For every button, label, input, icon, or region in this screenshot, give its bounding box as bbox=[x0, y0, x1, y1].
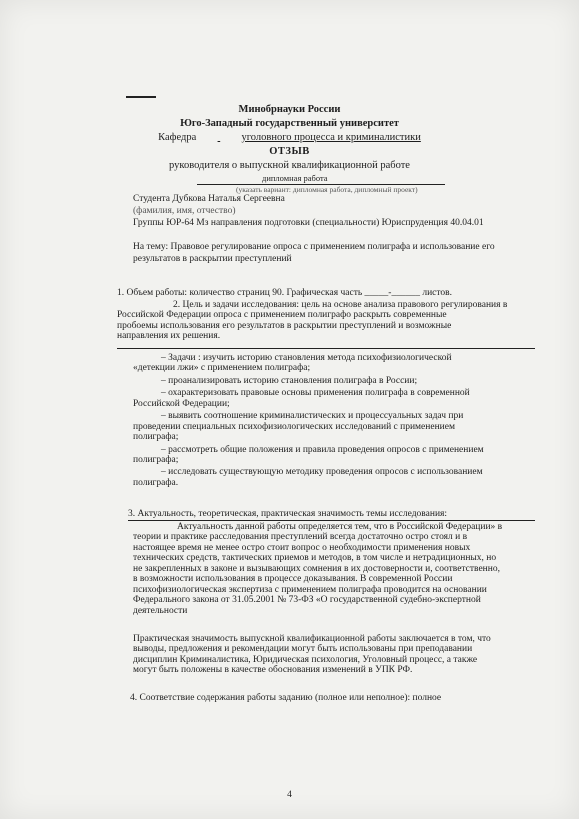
task-line: – Задачи : изучить историю становления метода психофизиологической bbox=[161, 353, 452, 363]
section-3-title: 3. Актуальность, теоретическая, практическая значимость темы исследования: bbox=[128, 509, 448, 519]
relevance-line: Федерального закона от 31.05.2001 № 73-ФЗ «О государственной судебно-экспертной bbox=[133, 595, 481, 606]
goal-line: пробоемы использования его результатов в раскрытии преступлений и возможные bbox=[117, 320, 452, 331]
document-title: ОТЗЫВ bbox=[269, 146, 310, 157]
ministry-heading: Минобрнауки России bbox=[238, 104, 341, 115]
goal-line: Российской Федерации опроса с применением полиграфо раскрыть современные bbox=[117, 310, 447, 321]
goal-line: 2. Цель и задачи исследования: цель на основе анализа правового регулирования в bbox=[173, 300, 508, 310]
department-blank bbox=[199, 132, 239, 144]
relevance-line: Актуальность данной работы определяется тем, что в Российской Федерации» в bbox=[177, 522, 503, 532]
section-1-volume: 1. Объем работы: количество страниц 90. Графическая часть _____-______ листов. bbox=[117, 288, 453, 298]
task-line: – охарактеризовать правовые основы применения полиграфа в современной bbox=[161, 388, 470, 399]
task-line: – рассмотреть общие положения и правила проведения опросов с применением bbox=[161, 444, 484, 455]
topic-line-2: результатов в раскрытии преступлений bbox=[133, 254, 292, 264]
department-name: уголовного процесса и криминалистики bbox=[241, 132, 421, 143]
department-line bbox=[0, 132, 579, 144]
section-3-relevance bbox=[133, 522, 533, 616]
section-4-correspondence: 4. Соответствие содержания работы заданию (полное или неполное): полное bbox=[130, 693, 442, 703]
document-subtitle: руководителя о выпускной квалификационной работе bbox=[169, 160, 410, 171]
task-line: полиграфа; bbox=[133, 454, 179, 465]
goal-line: направления их решения. bbox=[117, 331, 221, 342]
practical-line: Практическая значимость выпускной квалификационной работы заключается в том, что bbox=[133, 634, 491, 644]
task-line: проведении специальных психофизиологических исследований с применением bbox=[133, 421, 455, 432]
relevance-line: в возможности использования в процессе доказывания. В современной России bbox=[133, 574, 453, 585]
relevance-line: не закрепленных в законе и вызывающих сомнения в их достоверности и, соответственно, bbox=[133, 563, 500, 574]
task-line: – исследовать существующую методику проведения опросов с использованием bbox=[161, 467, 483, 478]
task-line: полиграфа. bbox=[133, 477, 179, 488]
task-line: – выявить соотношение криминалистических и процессуальных задач при bbox=[161, 411, 464, 422]
student-hint: (фамилия, имя, отчество) bbox=[133, 206, 236, 216]
task-line: – проанализировать историю становления полиграфа в России; bbox=[161, 375, 418, 386]
student-line: Студента Дубкова Наталья Сергеевна bbox=[133, 194, 285, 204]
relevance-line: теории и практике расследования преступлений всегда достаточно остро стоял и в bbox=[133, 532, 468, 543]
section-3-underline bbox=[128, 520, 535, 521]
task-line: полиграфа; bbox=[133, 432, 179, 443]
relevance-line: деятельности bbox=[133, 605, 188, 616]
group-line: Группы ЮР-64 Мз направления подготовки (специальности) Юриспруденция 40.04.01 bbox=[133, 218, 484, 228]
work-type-value: дипломная работа bbox=[262, 173, 328, 183]
department-prefix: Кафедра bbox=[158, 132, 197, 143]
margin-mark bbox=[126, 96, 156, 98]
practical-significance bbox=[133, 634, 533, 676]
relevance-line: настоящее время не менее остро стоит вопрос о необходимости применения новых bbox=[133, 542, 471, 553]
practical-line: дисциплин Криминалистика, Юридическая психология, Уголовный процесс, а также bbox=[133, 654, 478, 665]
relevance-line: технических средств, тактических приемов и методов, в том числе и нетрадиционных, но bbox=[133, 553, 497, 564]
relevance-line: психофизиологическая экспертиза с применением полиграфа проводится на основании bbox=[133, 584, 487, 595]
work-type-hint: (указать вариант: дипломная работа, дипломный проект) bbox=[236, 185, 418, 194]
page-number: 4 bbox=[287, 790, 292, 800]
university-heading: Юго-Западный государственный университет bbox=[180, 118, 399, 129]
task-line: Российской Федерации; bbox=[133, 398, 230, 409]
section-2-goal bbox=[117, 300, 532, 342]
tasks-list bbox=[133, 353, 533, 488]
practical-line: могут быть положены в качестве обоснования изменений в УПК РФ. bbox=[133, 665, 413, 676]
task-line: «детекции лжи» с применением полиграфа; bbox=[133, 363, 311, 374]
topic-line-1: На тему: Правовое регулирование опроса с применением полиграфа и использование его bbox=[133, 242, 495, 252]
practical-line: выводы, предложения и рекомендации могут быть использованы при преподавании bbox=[133, 644, 473, 655]
section-divider bbox=[117, 348, 535, 349]
